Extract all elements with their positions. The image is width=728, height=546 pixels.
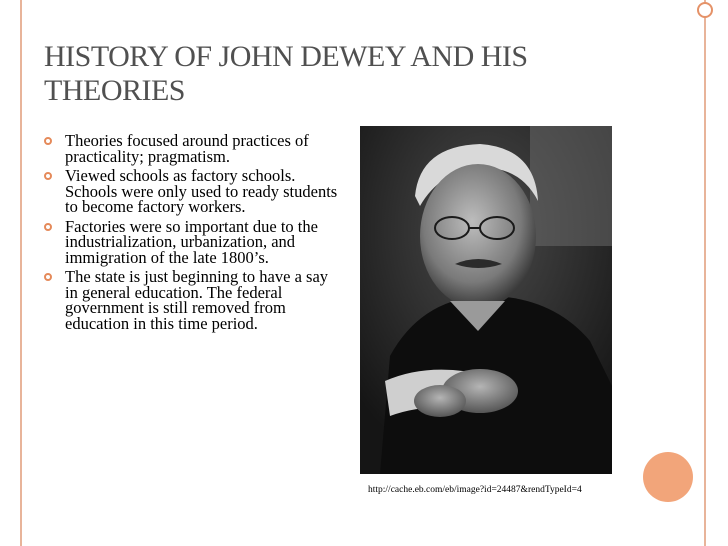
bullet-circle-icon <box>44 273 52 281</box>
bullet-item <box>44 168 344 215</box>
bullet-list <box>44 133 344 335</box>
left-border-rule <box>20 0 22 546</box>
bullet-circle-icon <box>44 223 52 231</box>
bullet-item <box>44 133 344 164</box>
bullet-item <box>44 216 344 267</box>
top-decorative-circle <box>697 2 713 18</box>
bullet-text: Viewed schools as factory schools. Schools were only used to ready students to become factory workers. <box>65 166 338 216</box>
bullet-item <box>44 269 344 331</box>
bullet-text: Factories were so important due to the industrialization, urbanization, and immigration of the late 1800’s. <box>65 216 318 267</box>
slide-title: HISTORY OF JOHN DEWEY AND HIS THEORIES <box>44 40 528 107</box>
bullet-text: The state is just beginning to have a say in general education. The federal government is still removed from education in this time period. <box>65 267 329 333</box>
bullet-circle-icon <box>44 172 52 180</box>
bottom-decorative-circle <box>643 452 693 502</box>
right-border-rule <box>704 0 706 546</box>
bullet-text: Theories focused around practices of practicality; pragmatism. <box>65 131 309 166</box>
portrait-photo <box>360 126 612 474</box>
image-source-caption: http://cache.eb.com/eb/image?id=24487&rendTypeId=4 <box>368 485 582 495</box>
bullet-circle-icon <box>44 137 52 145</box>
